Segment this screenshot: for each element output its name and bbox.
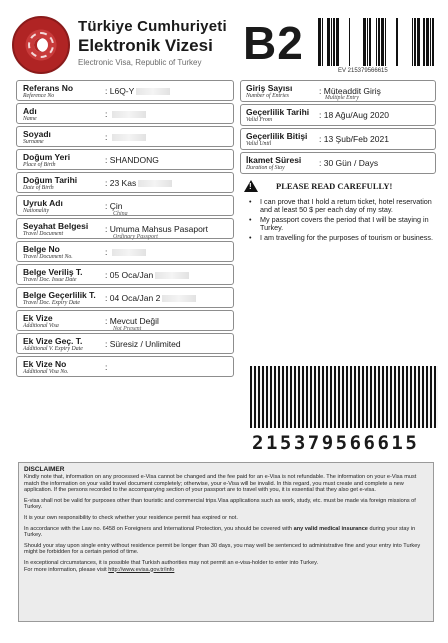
field-value-text: Mevcut Değil — [109, 316, 159, 326]
header-subtitle: Electronic Visa, Republic of Turkey — [78, 58, 202, 67]
field-label-en: Travel Document No. — [23, 254, 73, 260]
field-label: Belge No — [23, 244, 60, 254]
field-label: Referans No — [23, 83, 74, 93]
redacted-mark — [112, 134, 146, 141]
field-value-text: L6Q-Y — [109, 86, 135, 96]
field-value: : Çin — [105, 201, 123, 211]
law-text: In accordance with the Law no. 6458 on Foreigners and International Protection, you should be covered with — [24, 525, 294, 532]
field-row — [16, 195, 234, 216]
exceptional-text: In exceptional circumstances, it is possible that Turkish authorities may not permit an e-visa-holder to enter into Turkey. — [24, 559, 319, 566]
field-value: : Süresiz / Unlimited — [105, 339, 181, 349]
disclaimer-paragraph: It is your own responsibility to check whether your residence permit has expired or not. — [24, 514, 238, 521]
field-label-en: Travel Doc. Expiry Date — [23, 300, 80, 306]
field-value-text: Süresiz / Unlimited — [109, 339, 181, 349]
field-value: : — [105, 109, 146, 119]
visa-validity-column — [240, 80, 436, 176]
field-row — [16, 149, 234, 170]
list-item: • I can prove that I hold a return ticket, hotel reservation and at least 50 $ per each day of my stay. — [246, 198, 434, 215]
field-value: : Umuma Mahsus Pasaport — [105, 224, 208, 234]
field-value-text: 18 Ağu/Aug 2020 — [323, 110, 389, 120]
field-label: Belge Geçerlilik T. — [23, 290, 96, 300]
field-label: Doğum Tarihi — [23, 175, 78, 185]
disclaimer-title: DISCLAIMER — [24, 466, 65, 473]
field-label-en: Reference No — [23, 93, 55, 99]
warning-exclamation-icon: ! — [249, 182, 252, 191]
field-label-en: Place of Birth — [23, 162, 56, 168]
code-number: 215379566615 — [252, 432, 420, 454]
field-row — [16, 333, 234, 354]
field-label-en: Travel Document — [23, 231, 64, 237]
field-label: Adı — [23, 106, 37, 116]
field-label-en: Nationality — [23, 208, 50, 214]
field-value-text: SHANDONG — [109, 155, 159, 165]
republic-seal-icon — [12, 16, 70, 74]
field-label: Ek Vize — [23, 313, 53, 323]
field-value-text: Umuma Mahsus Pasaport — [109, 224, 208, 234]
disclaimer-paragraph: Kindly note that, information on any processed e-Visa cannot be changed and the fee paid for an e-Visa is not refundable. The information on your e-Visa must match the information on your valid travel document completely; otherwise, your e-Visa will be invalid. In this regard, you must create and complete a new application. If the persons recorded to the accompanying section of your passport are to travel with you, it is essential that they also get e-visa. — [24, 474, 417, 494]
field-label-en: Additional V. Expiry Date — [23, 346, 83, 352]
personal-info-column — [16, 80, 234, 379]
list-item: • I am travelling for the purposes of tourism or business. — [246, 234, 434, 242]
field-row — [16, 218, 234, 239]
disclaimer-paragraph-final — [24, 560, 428, 573]
field-value: : Müteaddit Giriş — [319, 86, 381, 96]
field-label-en: Name — [23, 116, 37, 122]
list-item: • My passport covers the period that I will be staying in Turkey. — [246, 216, 434, 233]
field-value: : 23 Kas — [105, 178, 172, 188]
field-value-text: 30 Gün / Days — [323, 158, 379, 168]
disclaimer-paragraph: Should your stay upon single entry without residence permit be longer than 30 days, you may well be sentenced to administrative fine and your entry into Turkey might be forbidden for a certain period of time. — [24, 542, 421, 556]
pdf417-code-icon — [250, 366, 438, 428]
field-value: : 18 Ağu/Aug 2020 — [319, 110, 389, 120]
redacted-mark — [112, 249, 146, 256]
field-row — [16, 172, 234, 193]
redacted-mark — [138, 180, 172, 187]
disclaimer-paragraph-insurance — [24, 526, 428, 539]
header-title-line2: Elektronik Vizesi — [78, 36, 213, 55]
field-value: : — [105, 247, 146, 257]
field-label-en: Travel Doc. Issue Date — [23, 277, 77, 283]
field-label: Seyahat Belgesi — [23, 221, 89, 231]
visa-type-badge: B2 — [243, 17, 304, 69]
field-value-text: 13 Şub/Feb 2021 — [323, 134, 389, 144]
field-value-text: 04 Oca/Jan 2 — [109, 293, 161, 303]
field-row — [16, 287, 234, 308]
field-label-en: Additional Visa No. — [23, 369, 69, 375]
field-value-text: 05 Oca/Jan — [109, 270, 154, 280]
field-label-en: Number of Entries — [246, 93, 289, 99]
field-row — [16, 241, 234, 262]
field-value: : 04 Oca/Jan 2 — [105, 293, 196, 303]
more-info-link[interactable]: http://www.evisa.gov.tr/info — [108, 566, 175, 573]
field-row — [16, 310, 234, 331]
field-label: Uyruk Adı — [23, 198, 63, 208]
warning-title: PLEASE READ CAREFULLY! — [276, 181, 393, 191]
field-row — [16, 103, 234, 124]
field-value-text: 23 Kas — [109, 178, 137, 188]
field-row — [16, 264, 234, 285]
field-row — [16, 356, 234, 377]
visa-header — [8, 12, 440, 80]
validity-row — [240, 128, 436, 150]
barcode-number: EV 215379566615 — [338, 68, 388, 74]
field-value-sub: Not Present — [113, 326, 142, 332]
field-value: : SHANDONG — [105, 155, 159, 165]
field-label: Geçerlilik Tarihi — [246, 107, 310, 117]
field-label-en: Valid Until — [246, 141, 272, 147]
redacted-mark — [112, 111, 146, 118]
redacted-mark — [155, 272, 189, 279]
field-value: : — [105, 132, 146, 142]
header-title-line1: Türkiye Cumhuriyeti — [78, 18, 227, 35]
field-label: Ek Vize Geç. T. — [23, 336, 83, 346]
field-value-text: Çin — [109, 201, 123, 211]
field-value: : 30 Gün / Days — [319, 158, 379, 168]
field-value-text: Müteaddit Giriş — [323, 86, 381, 96]
field-label: Soyadı — [23, 129, 51, 139]
redacted-mark — [136, 88, 170, 95]
redacted-mark — [162, 295, 196, 302]
warning-list — [246, 198, 434, 243]
more-info-text: For more information, please visit — [24, 566, 109, 573]
field-value-sub: Ordinary Passport — [113, 234, 158, 240]
disclaimer-box — [18, 462, 434, 622]
barcode-icon — [318, 18, 436, 66]
field-label: Ek Vize No — [23, 359, 67, 369]
field-value: : Mevcut Değil — [105, 316, 159, 326]
law-bold-text: any valid medical insurance — [293, 525, 368, 532]
disclaimer-paragraph: E-visa shall not be valid for purposes other than touristic and commercial trips.Visa applications such as work, study, etc. must be made via foreign missions of Turkey. — [24, 497, 416, 511]
validity-row — [240, 80, 436, 102]
field-label: İkamet Süresi — [246, 155, 302, 165]
field-label-en: Duration of Stay — [246, 165, 285, 171]
field-value-sub: Multiple Entry — [325, 95, 359, 101]
field-value: : 13 Şub/Feb 2021 — [319, 134, 389, 144]
validity-row — [240, 104, 436, 126]
field-row — [16, 80, 234, 101]
field-value: : L6Q-Y — [105, 86, 170, 96]
field-value: : — [105, 362, 108, 372]
field-value: : 05 Oca/Jan — [105, 270, 189, 280]
field-label-en: Surname — [23, 139, 44, 145]
field-label-en: Valid From — [246, 117, 273, 123]
field-label: Belge Veriliş T. — [23, 267, 83, 277]
field-label-en: Additional Visa — [23, 323, 59, 329]
field-label: Geçerlilik Bitişi — [246, 131, 308, 141]
field-label: Giriş Sayısı — [246, 83, 293, 93]
field-label: Doğum Yeri — [23, 152, 71, 162]
field-value-sub: China — [113, 211, 128, 217]
validity-row — [240, 152, 436, 174]
law-text-end: during your stay in Turkey. — [24, 525, 416, 539]
field-label-en: Date of Birth — [23, 185, 54, 191]
field-row — [16, 126, 234, 147]
